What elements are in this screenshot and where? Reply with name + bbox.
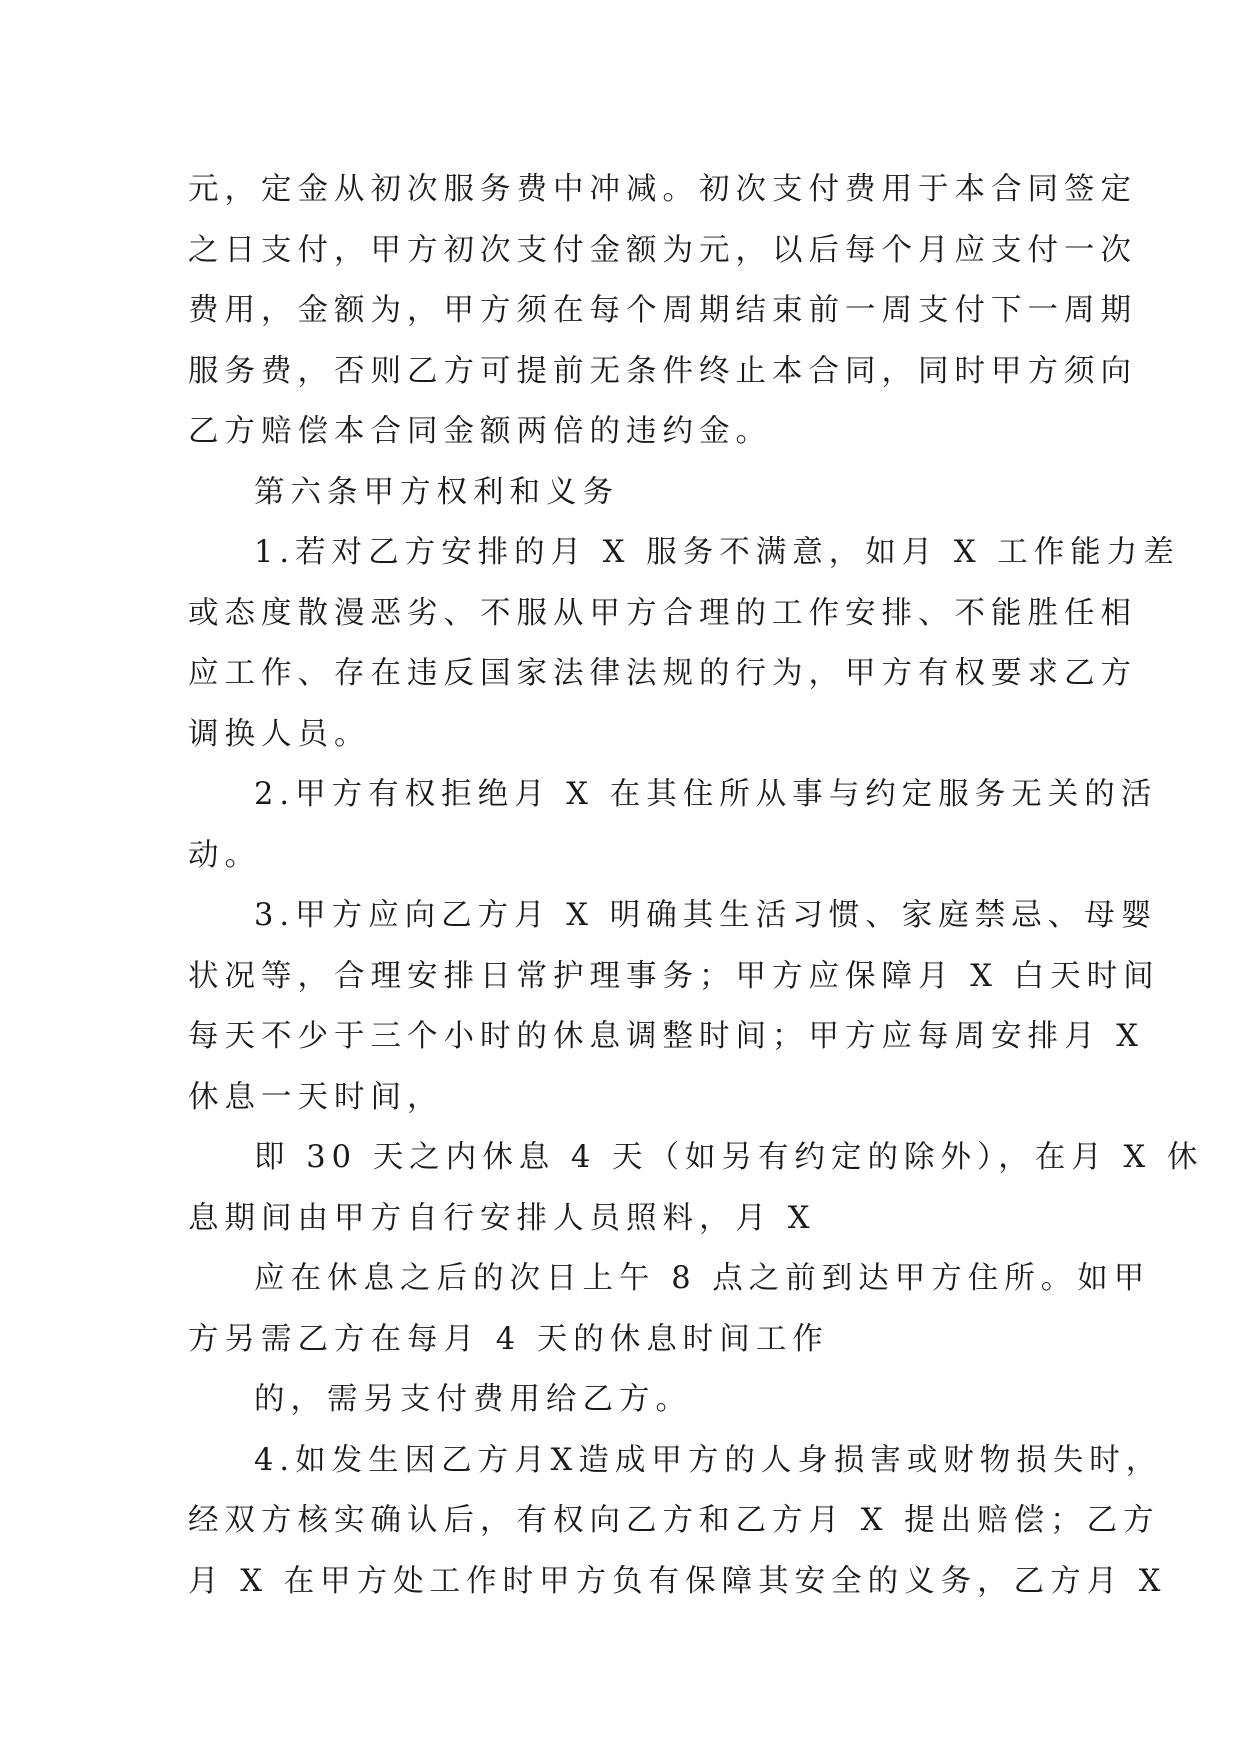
text-line: 的，需另支付费用给乙方。 — [254, 1382, 692, 1417]
section-heading: 第六条甲方权利和义务 — [254, 474, 619, 510]
text-line: 经双方核实确认后，有权向乙方和乙方月 X 提出赔偿；乙方 — [188, 1503, 1160, 1538]
text-line: 调换人员。 — [188, 716, 371, 752]
text-line: 月 X 在甲方处工作时甲方负有保障其安全的义务，乙方月 X — [188, 1563, 1167, 1599]
text-line: 服务费，否则乙方可提前无条件终止本合同，同时甲方须向 — [188, 353, 1137, 389]
text-line: 1.若对乙方安排的月 X 服务不满意，如月 X 工作能力差 — [254, 535, 1180, 570]
text-line: 休息一天时间， — [188, 1079, 444, 1115]
text-line: 乙方赔偿本合同金额两倍的违约金。 — [188, 414, 772, 449]
text-line: 即 30 天之内休息 4 天（如另有约定的除外），在月 X 休 — [254, 1140, 1204, 1175]
text-line: 2.甲方有权拒绝月 X 在其住所从事与约定服务无关的活 — [254, 777, 1158, 812]
text-line: 之日支付，甲方初次支付金额为元，以后每个月应支付一次 — [188, 232, 1137, 268]
text-line: 方另需乙方在每月 4 天的休息时间工作 — [188, 1321, 829, 1357]
text-line: 状况等，合理安排日常护理事务；甲方应保障月 X 白天时间 — [188, 958, 1160, 994]
text-line: 动。 — [188, 837, 261, 873]
text-line: 息期间由甲方自行安排人员照料，月 X — [188, 1200, 816, 1236]
contract-text-body — [188, 160, 1204, 1612]
text-line: 4.如发生因乙方月X造成甲方的人身损害或财物损失时， — [254, 1442, 1163, 1478]
text-line: 每天不少于三个小时的休息调整时间；甲方应每周安排月 X — [188, 1019, 1144, 1054]
text-line: 元，定金从初次服务费中冲减。初次支付费用于本合同签定 — [188, 172, 1137, 207]
text-line: 应在休息之后的次日上午 8 点之前到达甲方住所。如甲 — [254, 1261, 1151, 1296]
text-line: 应工作、存在违反国家法律法规的行为，甲方有权要求乙方 — [188, 656, 1137, 691]
text-line: 费用，金额为，甲方须在每个周期结束前一周支付下一周期 — [188, 293, 1137, 328]
text-line: 或态度散漫恶劣、不服从甲方合理的工作安排、不能胜任相 — [188, 595, 1137, 631]
text-line: 3.甲方应向乙方月 X 明确其生活习惯、家庭禁忌、母婴 — [254, 898, 1158, 933]
